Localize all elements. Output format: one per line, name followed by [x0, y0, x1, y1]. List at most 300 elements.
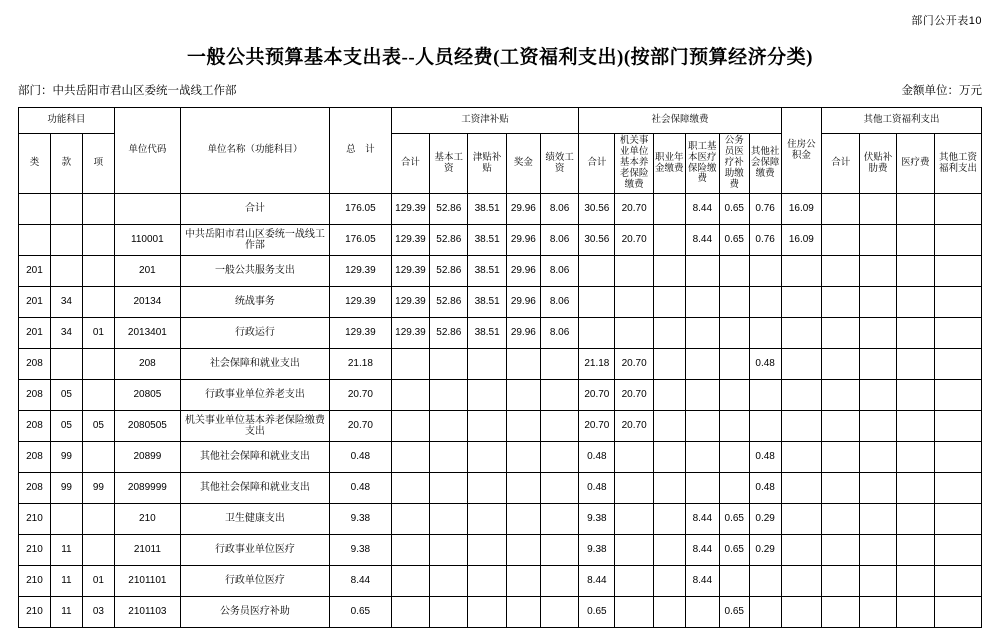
cell-xiang: [82, 194, 114, 225]
cell-total: 9.38: [330, 535, 392, 566]
cell-medical-fee: [896, 504, 934, 535]
cell-basic-salary: [430, 597, 468, 628]
cell-unit-name: 机关事业单位基本养老保险缴费支出: [180, 411, 329, 442]
cell-subsidy: [860, 256, 896, 287]
cell-other-social: 0.76: [749, 194, 781, 225]
cell-other-total: [822, 318, 860, 349]
cell-medical-fee: [896, 597, 934, 628]
cell-civil-servant-medical: 0.65: [719, 504, 749, 535]
cell-medical-insurance: [685, 287, 719, 318]
cell-medical-insurance: 8.44: [685, 504, 719, 535]
cell-subsidy: [860, 597, 896, 628]
cell-basic-salary: 52.86: [430, 194, 468, 225]
cell-salary-total: [391, 473, 429, 504]
header-performance-salary: 绩效工资: [540, 134, 578, 194]
cell-unit-name: 卫生健康支出: [180, 504, 329, 535]
cell-other-total: [822, 566, 860, 597]
cell-medical-insurance: [685, 442, 719, 473]
meta-row: [18, 82, 982, 98]
cell-pension-insurance: [615, 597, 653, 628]
cell-other-social: [749, 566, 781, 597]
cell-bonus: [506, 442, 540, 473]
cell-unit-code: 110001: [114, 225, 180, 256]
cell-occupational-pension: [653, 194, 685, 225]
cell-allowance: [468, 504, 506, 535]
cell-housing-fund: 16.09: [781, 225, 821, 256]
cell-subsidy: [860, 411, 896, 442]
header-row-1: [19, 108, 982, 134]
cell-unit-code: 20805: [114, 380, 180, 411]
cell-social-total: 0.48: [579, 442, 615, 473]
cell-medical-fee: [896, 349, 934, 380]
cell-salary-total: [391, 442, 429, 473]
cell-housing-fund: [781, 349, 821, 380]
cell-salary-total: 129.39: [391, 225, 429, 256]
header-medical-fee: 医疗费: [896, 134, 934, 194]
cell-subsidy: [860, 473, 896, 504]
cell-xiang: [82, 442, 114, 473]
cell-salary-total: [391, 504, 429, 535]
cell-bonus: [506, 349, 540, 380]
cell-civil-servant-medical: [719, 349, 749, 380]
table-row: [19, 473, 982, 504]
cell-housing-fund: [781, 504, 821, 535]
cell-civil-servant-medical: 0.65: [719, 535, 749, 566]
cell-basic-salary: [430, 566, 468, 597]
cell-xiang: [82, 225, 114, 256]
cell-other-welfare: [934, 411, 981, 442]
cell-kuan: 34: [50, 287, 82, 318]
cell-basic-salary: [430, 411, 468, 442]
cell-xiang: [82, 256, 114, 287]
cell-pension-insurance: 20.70: [615, 194, 653, 225]
cell-housing-fund: [781, 287, 821, 318]
table-row: [19, 225, 982, 256]
cell-pension-insurance: [615, 566, 653, 597]
cell-other-social: [749, 318, 781, 349]
cell-pension-insurance: [615, 442, 653, 473]
cell-lei: 201: [19, 318, 51, 349]
department-info: [18, 82, 237, 98]
cell-unit-name: 一般公共服务支出: [180, 256, 329, 287]
cell-occupational-pension: [653, 473, 685, 504]
cell-bonus: [506, 597, 540, 628]
cell-medical-fee: [896, 194, 934, 225]
cell-basic-salary: [430, 504, 468, 535]
cell-other-total: [822, 442, 860, 473]
cell-performance-salary: 8.06: [540, 256, 578, 287]
header-xiang: 项: [82, 134, 114, 194]
cell-total: 8.44: [330, 566, 392, 597]
cell-bonus: 29.96: [506, 318, 540, 349]
cell-social-total: 30.56: [579, 194, 615, 225]
header-other-social: 其他社会保障缴费: [749, 134, 781, 194]
cell-allowance: [468, 442, 506, 473]
header-subsidy: 伏贴补肋费: [860, 134, 896, 194]
cell-other-welfare: [934, 318, 981, 349]
cell-unit-code: 210: [114, 504, 180, 535]
cell-housing-fund: [781, 597, 821, 628]
cell-pension-insurance: [615, 473, 653, 504]
cell-housing-fund: [781, 411, 821, 442]
cell-other-social: [749, 411, 781, 442]
cell-social-total: [579, 287, 615, 318]
cell-unit-code: [114, 194, 180, 225]
cell-other-total: [822, 473, 860, 504]
cell-performance-salary: 8.06: [540, 194, 578, 225]
cell-civil-servant-medical: [719, 411, 749, 442]
cell-performance-salary: [540, 597, 578, 628]
cell-allowance: [468, 411, 506, 442]
cell-performance-salary: 8.06: [540, 318, 578, 349]
header-salary-group: 工资津补贴: [391, 108, 579, 134]
cell-other-welfare: [934, 535, 981, 566]
cell-pension-insurance: [615, 535, 653, 566]
cell-performance-salary: 8.06: [540, 225, 578, 256]
cell-lei: [19, 194, 51, 225]
cell-performance-salary: [540, 349, 578, 380]
header-function-subject: 功能科目: [19, 108, 115, 134]
cell-civil-servant-medical: [719, 566, 749, 597]
cell-bonus: 29.96: [506, 225, 540, 256]
cell-occupational-pension: [653, 597, 685, 628]
table-body: [19, 194, 982, 628]
cell-bonus: [506, 411, 540, 442]
cell-medical-insurance: [685, 256, 719, 287]
header-other-group: 其他工资福利支出: [822, 108, 982, 134]
cell-unit-name: 统战事务: [180, 287, 329, 318]
cell-other-total: [822, 597, 860, 628]
cell-other-welfare: [934, 597, 981, 628]
cell-social-total: 20.70: [579, 380, 615, 411]
cell-total: 9.38: [330, 504, 392, 535]
header-unit-code: 单位代码: [114, 108, 180, 194]
cell-xiang: [82, 504, 114, 535]
cell-occupational-pension: [653, 318, 685, 349]
cell-occupational-pension: [653, 256, 685, 287]
cell-unit-code: 2089999: [114, 473, 180, 504]
cell-medical-insurance: [685, 597, 719, 628]
cell-occupational-pension: [653, 442, 685, 473]
unit-label: 金额单位：万元: [901, 85, 982, 97]
cell-basic-salary: [430, 380, 468, 411]
cell-occupational-pension: [653, 380, 685, 411]
table-header: [19, 108, 982, 194]
cell-kuan: [50, 256, 82, 287]
cell-other-social: 0.29: [749, 535, 781, 566]
cell-lei: 201: [19, 256, 51, 287]
cell-basic-salary: [430, 442, 468, 473]
cell-bonus: 29.96: [506, 287, 540, 318]
cell-other-welfare: [934, 504, 981, 535]
cell-social-total: [579, 256, 615, 287]
cell-other-social: [749, 597, 781, 628]
cell-civil-servant-medical: 0.65: [719, 597, 749, 628]
cell-medical-fee: [896, 411, 934, 442]
cell-unit-code: 21011: [114, 535, 180, 566]
cell-salary-total: 129.39: [391, 194, 429, 225]
cell-subsidy: [860, 318, 896, 349]
cell-social-total: [579, 318, 615, 349]
cell-unit-code: 208: [114, 349, 180, 380]
cell-total: 20.70: [330, 411, 392, 442]
cell-lei: 210: [19, 597, 51, 628]
cell-kuan: 34: [50, 318, 82, 349]
cell-total: 21.18: [330, 349, 392, 380]
header-pension-insurance: 机关事业单位基本养老保险缴费: [615, 134, 653, 194]
header-medical-insurance: 职工基本医疗保险缴费: [685, 134, 719, 194]
cell-lei: [19, 225, 51, 256]
cell-civil-servant-medical: 0.65: [719, 225, 749, 256]
cell-social-total: 30.56: [579, 225, 615, 256]
cell-housing-fund: [781, 380, 821, 411]
cell-medical-insurance: 8.44: [685, 535, 719, 566]
cell-performance-salary: 8.06: [540, 287, 578, 318]
cell-other-social: 0.76: [749, 225, 781, 256]
cell-other-social: [749, 287, 781, 318]
cell-kuan: 99: [50, 442, 82, 473]
cell-subsidy: [860, 194, 896, 225]
department-name: 中共岳阳市君山区委统一战线工作部: [52, 85, 237, 97]
cell-lei: 201: [19, 287, 51, 318]
cell-other-welfare: [934, 380, 981, 411]
cell-housing-fund: [781, 473, 821, 504]
table-row: [19, 566, 982, 597]
table-row: [19, 194, 982, 225]
cell-allowance: 38.51: [468, 225, 506, 256]
cell-unit-name: 其他社会保障和就业支出: [180, 473, 329, 504]
cell-other-welfare: [934, 442, 981, 473]
cell-lei: 208: [19, 473, 51, 504]
table-row: [19, 349, 982, 380]
cell-subsidy: [860, 349, 896, 380]
cell-performance-salary: [540, 504, 578, 535]
cell-allowance: [468, 473, 506, 504]
cell-other-total: [822, 504, 860, 535]
cell-unit-name: 其他社会保障和就业支出: [180, 442, 329, 473]
cell-medical-insurance: [685, 411, 719, 442]
header-basic-salary: 基本工资: [430, 134, 468, 194]
cell-basic-salary: [430, 473, 468, 504]
cell-housing-fund: [781, 256, 821, 287]
cell-kuan: 05: [50, 411, 82, 442]
cell-medical-insurance: [685, 473, 719, 504]
page-title: 一般公共预算基本支出表--人员经费(工资福利支出)(按部门预算经济分类): [187, 47, 813, 68]
cell-xiang: 05: [82, 411, 114, 442]
cell-allowance: [468, 349, 506, 380]
cell-salary-total: [391, 566, 429, 597]
cell-medical-insurance: 8.44: [685, 566, 719, 597]
cell-unit-code: 2101103: [114, 597, 180, 628]
cell-occupational-pension: [653, 504, 685, 535]
cell-housing-fund: [781, 442, 821, 473]
cell-subsidy: [860, 225, 896, 256]
header-civil-servant-medical: 公务员医疗补助缴费: [719, 134, 749, 194]
cell-salary-total: [391, 535, 429, 566]
cell-other-welfare: [934, 194, 981, 225]
cell-total: 176.05: [330, 225, 392, 256]
cell-salary-total: [391, 411, 429, 442]
cell-unit-name: 中共岳阳市君山区委统一战线工作部: [180, 225, 329, 256]
cell-medical-fee: [896, 473, 934, 504]
cell-other-total: [822, 535, 860, 566]
header-allowance: 津贴补贴: [468, 134, 506, 194]
cell-performance-salary: [540, 442, 578, 473]
cell-pension-insurance: [615, 504, 653, 535]
cell-other-social: [749, 380, 781, 411]
cell-bonus: 29.96: [506, 194, 540, 225]
cell-basic-salary: 52.86: [430, 318, 468, 349]
cell-other-welfare: [934, 349, 981, 380]
cell-xiang: 01: [82, 318, 114, 349]
cell-unit-code: 201: [114, 256, 180, 287]
cell-lei: 210: [19, 566, 51, 597]
cell-civil-servant-medical: [719, 473, 749, 504]
budget-table-wrapper: [18, 107, 982, 628]
cell-lei: 208: [19, 442, 51, 473]
cell-xiang: 99: [82, 473, 114, 504]
cell-basic-salary: [430, 535, 468, 566]
cell-total: 0.65: [330, 597, 392, 628]
cell-subsidy: [860, 442, 896, 473]
cell-allowance: [468, 597, 506, 628]
cell-bonus: [506, 535, 540, 566]
cell-other-social: 0.48: [749, 442, 781, 473]
cell-housing-fund: 16.09: [781, 194, 821, 225]
cell-kuan: [50, 504, 82, 535]
cell-medical-insurance: [685, 349, 719, 380]
cell-kuan: [50, 194, 82, 225]
header-salary-total: 合计: [391, 134, 429, 194]
cell-other-total: [822, 194, 860, 225]
cell-bonus: [506, 504, 540, 535]
cell-xiang: 03: [82, 597, 114, 628]
cell-unit-name: 行政运行: [180, 318, 329, 349]
cell-other-social: 0.48: [749, 349, 781, 380]
form-code: 部门公开表10: [911, 15, 982, 27]
cell-other-welfare: [934, 225, 981, 256]
table-row: [19, 442, 982, 473]
cell-medical-insurance: 8.44: [685, 194, 719, 225]
header-other-welfare: 其他工资福利支出: [934, 134, 981, 194]
header-bonus: 奖金: [506, 134, 540, 194]
cell-kuan: [50, 349, 82, 380]
cell-xiang: [82, 349, 114, 380]
cell-allowance: 38.51: [468, 194, 506, 225]
cell-other-social: 0.29: [749, 504, 781, 535]
cell-unit-name: 社会保障和就业支出: [180, 349, 329, 380]
table-row: [19, 287, 982, 318]
cell-lei: 210: [19, 535, 51, 566]
table-row: [19, 504, 982, 535]
cell-pension-insurance: 20.70: [615, 349, 653, 380]
cell-housing-fund: [781, 566, 821, 597]
cell-other-total: [822, 225, 860, 256]
cell-unit-code: 20899: [114, 442, 180, 473]
table-row: [19, 535, 982, 566]
cell-medical-fee: [896, 380, 934, 411]
table-row: [19, 318, 982, 349]
cell-unit-name: 行政单位医疗: [180, 566, 329, 597]
cell-unit-name: 行政事业单位养老支出: [180, 380, 329, 411]
cell-performance-salary: [540, 535, 578, 566]
cell-occupational-pension: [653, 535, 685, 566]
header-unit-name: 单位名称（功能科目）: [180, 108, 329, 194]
cell-pension-insurance: [615, 256, 653, 287]
cell-other-total: [822, 256, 860, 287]
cell-subsidy: [860, 380, 896, 411]
cell-other-welfare: [934, 566, 981, 597]
cell-xiang: [82, 535, 114, 566]
cell-unit-code: 20134: [114, 287, 180, 318]
cell-kuan: 11: [50, 566, 82, 597]
header-total: 总 计: [330, 108, 392, 194]
cell-subsidy: [860, 535, 896, 566]
cell-medical-fee: [896, 287, 934, 318]
cell-other-total: [822, 380, 860, 411]
cell-subsidy: [860, 566, 896, 597]
cell-bonus: 29.96: [506, 256, 540, 287]
budget-table: [18, 107, 982, 628]
cell-salary-total: [391, 349, 429, 380]
cell-total: 129.39: [330, 287, 392, 318]
cell-allowance: [468, 380, 506, 411]
cell-pension-insurance: [615, 287, 653, 318]
cell-social-total: 0.65: [579, 597, 615, 628]
cell-bonus: [506, 473, 540, 504]
cell-lei: 210: [19, 504, 51, 535]
cell-subsidy: [860, 504, 896, 535]
header-occupational-pension: 职业年金缴费: [653, 134, 685, 194]
cell-civil-servant-medical: [719, 318, 749, 349]
cell-allowance: [468, 535, 506, 566]
cell-salary-total: 129.39: [391, 287, 429, 318]
cell-other-welfare: [934, 256, 981, 287]
cell-basic-salary: 52.86: [430, 287, 468, 318]
cell-medical-insurance: [685, 380, 719, 411]
department-label: 部门：: [18, 85, 53, 97]
cell-kuan: 05: [50, 380, 82, 411]
cell-lei: 208: [19, 411, 51, 442]
cell-pension-insurance: 20.70: [615, 411, 653, 442]
table-row: [19, 411, 982, 442]
cell-occupational-pension: [653, 566, 685, 597]
cell-basic-salary: 52.86: [430, 225, 468, 256]
cell-other-total: [822, 411, 860, 442]
cell-xiang: [82, 287, 114, 318]
cell-medical-fee: [896, 318, 934, 349]
cell-kuan: 11: [50, 535, 82, 566]
cell-pension-insurance: 20.70: [615, 225, 653, 256]
cell-unit-code: 2013401: [114, 318, 180, 349]
cell-kuan: [50, 225, 82, 256]
cell-bonus: [506, 380, 540, 411]
cell-medical-fee: [896, 256, 934, 287]
cell-civil-servant-medical: [719, 442, 749, 473]
cell-allowance: 38.51: [468, 256, 506, 287]
cell-other-total: [822, 349, 860, 380]
header-housing-fund: 住房公积金: [781, 108, 821, 194]
header-social-group: 社会保障缴费: [579, 108, 781, 134]
header-kuan: 款: [50, 134, 82, 194]
cell-civil-servant-medical: [719, 256, 749, 287]
cell-xiang: 01: [82, 566, 114, 597]
cell-salary-total: [391, 597, 429, 628]
cell-occupational-pension: [653, 349, 685, 380]
cell-medical-fee: [896, 225, 934, 256]
cell-civil-servant-medical: [719, 380, 749, 411]
cell-kuan: 99: [50, 473, 82, 504]
